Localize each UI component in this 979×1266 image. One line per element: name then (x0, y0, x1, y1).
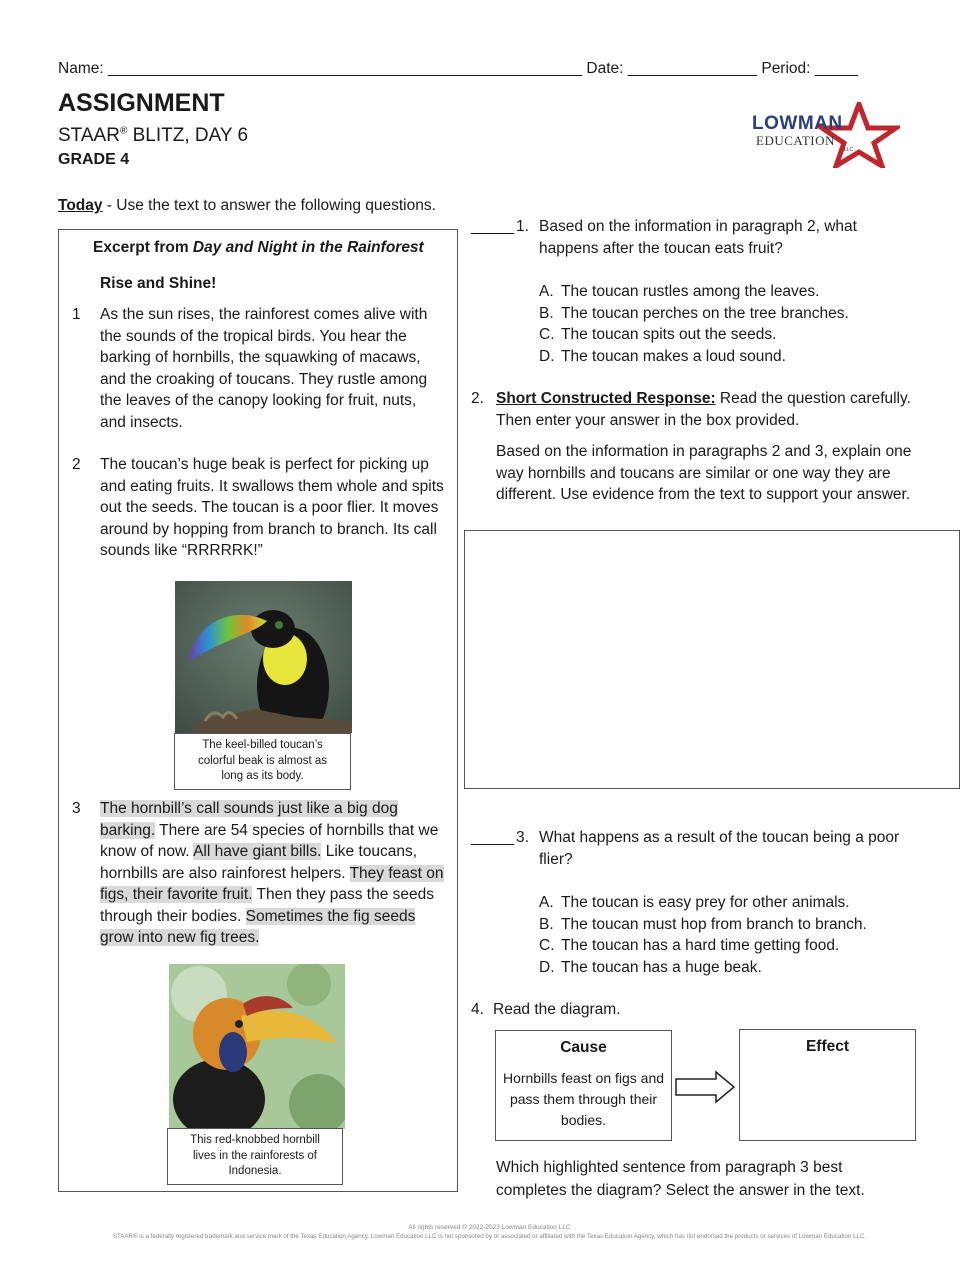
paragraph-2: The toucan’s huge beak is perfect for picking up and eating fruits. It swallows them whole and spits out the seeds. The toucan is a poor flier. It moves around by hopping from branch to branch. Its call sounds like “RRRRRK!” (100, 456, 444, 559)
footer-trademark: STAAR® is a federally registered trademark and service mark of the Texas Education Agency. Lowman Education LLC is not sponsored by or associated or affiliated with the Texas Education Agency, which has not endorsed the products or services of Lowman Education LLC. (112, 1233, 867, 1240)
q1-option-c[interactable]: C. The toucan spits out the seeds. (539, 326, 777, 343)
q2-response-box[interactable] (464, 530, 960, 789)
cause-label: Cause (560, 1039, 607, 1056)
grade-label: GRADE 4 (58, 151, 130, 168)
paragraph-3 (100, 798, 448, 949)
q3-text: What happens as a result of the toucan being a poor flier? (539, 829, 900, 868)
q3-option-d[interactable]: D. The toucan has a huge beak. (539, 958, 762, 976)
highlighted-sentence-3[interactable]: All have giant bills. (193, 843, 322, 860)
highlighted-sentence-1[interactable]: The hornbill’s call sounds just like a big dog barking. (100, 800, 398, 839)
today-label: Today (58, 197, 103, 214)
page-subtitle: STAAR® BLITZ, DAY 6 (58, 125, 249, 146)
q1-text: Based on the information in paragraph 2, what happens after the toucan eats fruit? (539, 218, 857, 257)
excerpt-heading: Excerpt from Day and Night in the Rainforest (93, 239, 424, 256)
instructions (58, 195, 436, 217)
name-date-period-line[interactable]: Name: _______________________________________________________ Date: _______________ Period: _____ (58, 60, 858, 77)
lowman-logo (750, 102, 900, 172)
q3-option-a[interactable]: A. The toucan is easy prey for other animals. (539, 894, 850, 911)
highlighted-sentence-7[interactable]: Sometimes the fig seeds grow into new fig trees. (100, 907, 416, 946)
q2-label: Short Constructed Response: (496, 390, 716, 407)
q4-number: 4. (471, 1001, 484, 1018)
hornbill-caption: This red-knobbed hornbill lives in the rainforests of Indonesia. (167, 1128, 343, 1185)
q2-prompt: Based on the information in paragraphs 2 and 3, explain one way hornbills and toucans are similar or one way they are different. Use evidence from the text to support your answer. (496, 443, 912, 503)
section-heading: Rise and Shine! (100, 275, 217, 292)
q4-text: Read the diagram. (493, 1001, 621, 1018)
q3-answer-blank[interactable]: _____ (471, 829, 515, 846)
sentence-6[interactable]: Then they pass the seeds through their bodies. (100, 886, 435, 925)
q2-instructions (496, 388, 916, 431)
effect-label: Effect (805, 1038, 850, 1055)
cause-text: Hornbills feast on figs and pass them through their bodies. (502, 1070, 665, 1128)
hornbill-image (169, 964, 345, 1129)
right-arrow-icon (674, 1070, 736, 1104)
logo-text-education: EDUCATION (756, 133, 835, 148)
paragraph-number-1: 1 (72, 306, 81, 323)
q1-option-a[interactable]: A. The toucan rustles among the leaves. (539, 283, 820, 300)
highlighted-sentence-5[interactable]: They feast on figs, their favorite fruit. (100, 864, 444, 903)
q3-options (539, 892, 919, 978)
footer-copyright: All rights reserved © 2022-2023 Lowman Education LLC (408, 1224, 571, 1231)
q2-text: Read the question carefully. Then enter your answer in the box provided. (496, 390, 911, 429)
q3-number: 3. (516, 829, 529, 846)
paragraph-number-2: 2 (72, 456, 81, 473)
sentence-4[interactable]: Like toucans, hornbills are also rainforest helpers. (100, 843, 418, 882)
toucan-image (175, 581, 352, 733)
q3-option-b[interactable]: B. The toucan must hop from branch to branch. (539, 915, 867, 933)
q1-option-d[interactable]: D. The toucan makes a loud sound. (539, 347, 786, 365)
logo-text-llc: LLC (844, 147, 854, 153)
q3-option-c[interactable]: C. The toucan has a hard time getting food. (539, 937, 840, 954)
paragraph-1: As the sun rises, the rainforest comes alive with the sounds of the tropical birds. You hear the barking of hornbills, the squawking of macaws, and the croaking of toucans. They rustle among the leaves of the canopy looking for fruit, nuts, and insects. (100, 306, 428, 431)
q1-answer-blank[interactable]: _____ (471, 218, 515, 235)
paragraph-number-3: 3 (72, 800, 81, 817)
toucan-caption: The keel-billed toucan’s colorful beak is almost as long as its body. (174, 733, 351, 790)
page-title: ASSIGNMENT (58, 89, 225, 117)
q1-options (539, 281, 899, 367)
cause-box (495, 1030, 672, 1141)
q1-number: 1. (516, 218, 529, 235)
q4-question: Which highlighted sentence from paragraph 3 best completes the diagram? Select the answer in the text. (496, 1159, 865, 1199)
logo-text-lowman: LOWMAN (752, 113, 843, 134)
instructions-text: - Use the text to answer the following questions. (102, 197, 436, 214)
q1-option-b[interactable]: B. The toucan perches on the tree branches. (539, 304, 849, 322)
sentence-2[interactable]: There are 54 species of hornbills that we know of now. (100, 821, 439, 860)
effect-box[interactable] (739, 1029, 916, 1141)
q2-number: 2. (471, 390, 484, 407)
